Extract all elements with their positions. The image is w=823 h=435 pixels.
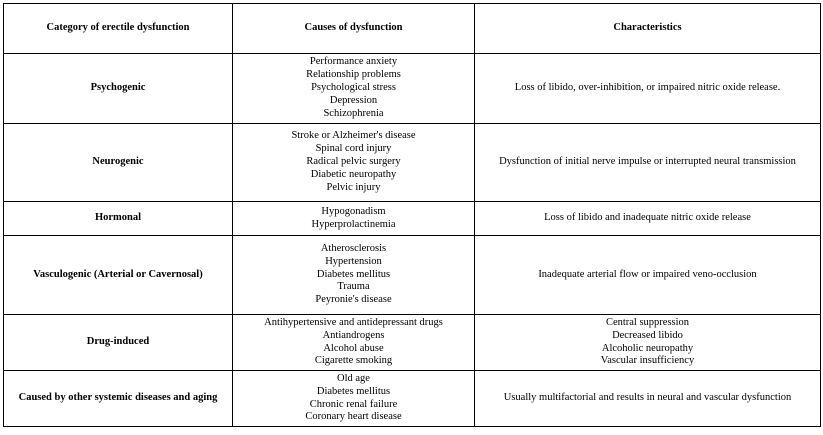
characteristic-item: Alcoholic neuropathy [601,342,694,354]
cause-item: Performance anxiety [309,56,398,68]
cause-item: Stroke or Alzheimer's disease [291,130,416,142]
characteristic-item: Loss of libido and inadequate nitric oxide release [544,212,751,224]
cause-item: Chronic renal failure [309,398,398,410]
header-causes: Causes of dysfunction [233,4,475,54]
table-row [4,315,821,371]
characteristic-item: Dysfunction of initial nerve impulse or interrupted neural transmission [499,156,796,168]
table-row [4,236,821,315]
cause-item: Cigarette smoking [314,355,393,367]
cause-item: Diabetic neuropathy [310,168,397,180]
cause-item: Hypertension [325,255,382,267]
header-characteristics: Characteristics [475,4,821,54]
cause-item: Schizophrenia [323,107,384,119]
table-row [4,54,821,124]
category-cell: Hormonal [4,202,233,236]
characteristics-cell [475,315,821,371]
cause-item: Pelvic injury [326,181,381,193]
cause-item: Trauma [337,281,370,293]
cause-item: Peyronie's disease [315,294,392,306]
category-cell: Neurogenic [4,124,233,202]
cause-item: Relationship problems [306,69,401,81]
characteristics-cell [475,202,821,236]
characteristic-item: Loss of libido, over-inhibition, or impaired nitric oxide release. [514,82,781,94]
causes-cell [233,124,475,202]
category-cell: Caused by other systemic diseases and aging [4,371,233,427]
cause-item: Hyperprolactinemia [311,218,396,230]
cause-item: Diabetes mellitus [316,268,391,280]
cause-item: Depression [329,94,378,106]
characteristics-cell [475,236,821,315]
cause-item: Antiandrogens [322,329,385,341]
cause-item: Atherosclerosis [320,242,387,254]
header-row [4,4,821,54]
table-row [4,124,821,202]
table-row [4,371,821,427]
cause-item: Psychological stress [311,82,396,94]
characteristics-cell [475,54,821,124]
category-cell: Vasculogenic (Arterial or Cavernosal) [4,236,233,315]
cause-item: Diabetes mellitus [316,385,391,397]
header-category: Category of erectile dysfunction [4,4,233,54]
characteristic-item: Inadequate arterial flow or impaired veno-occlusion [538,268,757,280]
cause-item: Old age [337,372,370,384]
ed-classification-table [3,3,821,427]
characteristics-cell [475,124,821,202]
characteristic-item: Central suppression [605,316,690,328]
characteristic-item: Decreased libido [612,329,683,341]
characteristic-item: Usually multifactorial and results in neural and vascular dysfunction [503,392,792,404]
table-row [4,202,821,236]
causes-cell [233,54,475,124]
causes-cell [233,315,475,371]
category-cell: Drug-induced [4,315,233,371]
characteristics-cell [475,371,821,427]
cause-item: Spinal cord injury [315,143,392,155]
category-cell: Psychogenic [4,54,233,124]
cause-item: Radical pelvic surgery [306,156,401,168]
cause-item: Alcohol abuse [323,342,384,354]
characteristic-item: Vascular insufficiency [600,355,695,367]
cause-item: Antihypertensive and antidepressant drugs [264,316,443,328]
causes-cell [233,236,475,315]
causes-cell [233,202,475,236]
cause-item: Hypogonadism [321,205,386,217]
causes-cell [233,371,475,427]
cause-item: Coronary heart disease [305,411,402,423]
